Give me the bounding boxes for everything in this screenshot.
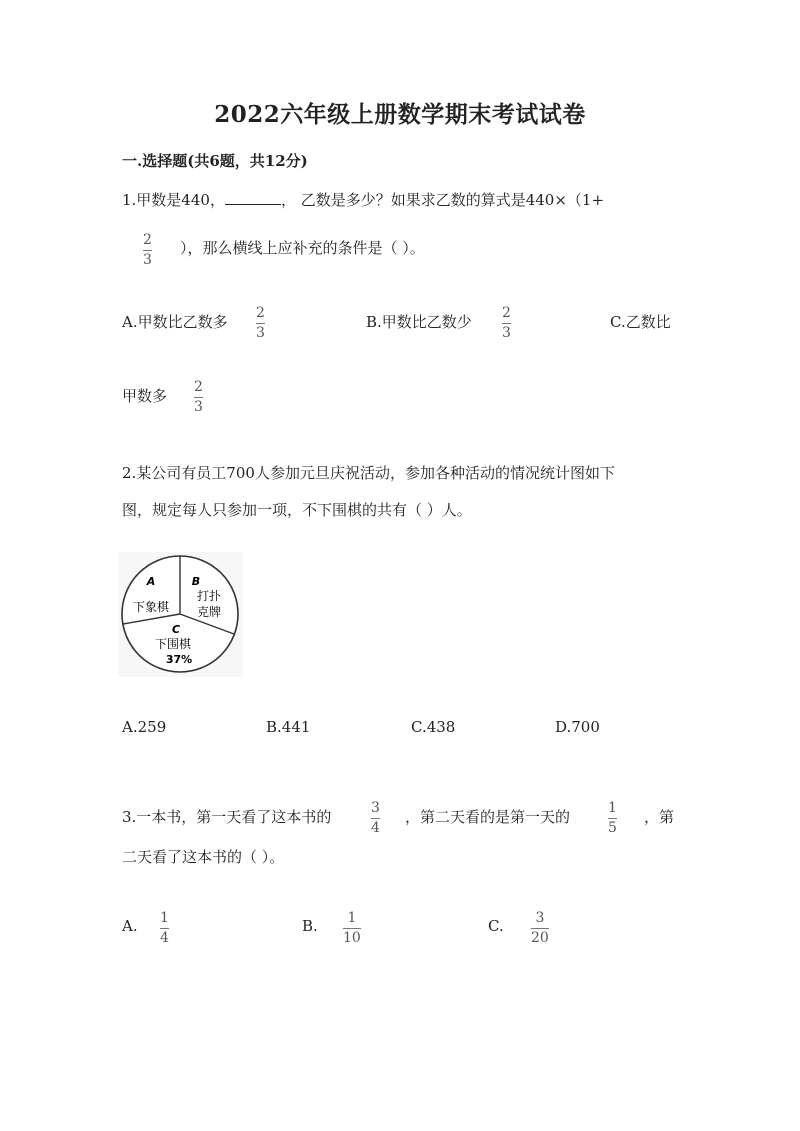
q1-text-b: ， 乙数是多少？如果求乙数的算式是440×（1+ [280, 191, 605, 209]
fraction-denominator: 3 [194, 399, 203, 415]
q1-text-a: 1.甲数是440， [122, 191, 225, 209]
q3-line-2: 二天看了这本书的（ ）。 [122, 848, 285, 866]
fraction-bar [143, 250, 152, 251]
fraction-numerator: 1 [608, 800, 617, 816]
q1-option-a[interactable]: A.甲数比乙数多 [122, 313, 228, 331]
q3-option-c-fraction [531, 911, 549, 946]
fraction-bar [256, 323, 265, 324]
q1-option-c[interactable]: C.乙数比 [610, 313, 671, 331]
q3-option-a-fraction [160, 911, 169, 946]
fraction-numerator: 2 [502, 305, 511, 321]
fraction-numerator: 1 [347, 910, 357, 926]
q3-option-c[interactable]: C. [488, 917, 504, 935]
q3-option-b[interactable]: B. [302, 917, 318, 935]
pie-label-c-text: 下围棋 [154, 637, 192, 651]
pie-label-c-percent: 37% [165, 653, 193, 666]
fraction-denominator: 4 [371, 820, 380, 836]
q3-option-a[interactable]: A. [122, 917, 138, 935]
q3-fraction-1 [371, 801, 380, 836]
fraction-numerator: 1 [160, 910, 169, 926]
fraction-denominator: 5 [608, 820, 617, 836]
pie-label-b-letter: B [191, 575, 201, 588]
q1-option-c-fraction [194, 380, 203, 415]
fraction-numerator: 3 [371, 800, 380, 816]
fraction-denominator: 10 [343, 930, 361, 946]
fraction-denominator: 4 [160, 930, 169, 946]
pie-label-b-text-1: 打扑 [196, 589, 222, 603]
pie-label-b-text-2: 克牌 [196, 605, 222, 619]
fraction-bar [531, 928, 549, 929]
q1-line-1 [122, 190, 604, 210]
page-title: 2022六年级上册数学期末考试试卷 [214, 101, 586, 128]
q1-fraction [143, 233, 152, 268]
fraction-numerator: 2 [194, 379, 203, 395]
section-heading: 一.选择题(共6题，共12分) [122, 152, 308, 170]
fraction-denominator: 20 [531, 930, 549, 946]
q1-option-b-fraction [502, 306, 511, 341]
q1-line-2: ），那么横线上应补充的条件是（ ）。 [180, 239, 425, 257]
fraction-bar [502, 323, 511, 324]
fraction-bar [194, 397, 203, 398]
fraction-bar [343, 928, 361, 929]
fraction-numerator: 2 [256, 305, 265, 321]
q2-line-2: 图，规定每人只参加一项，不下围棋的共有（ ）人。 [122, 501, 472, 519]
pie-label-a-letter: A [146, 575, 156, 588]
q3-line-1-a: 3.一本书，第一天看了这本书的 [122, 808, 332, 826]
q3-line-1-c: ，第 [644, 808, 675, 826]
q2-option-d[interactable]: D.700 [555, 718, 600, 736]
q2-option-a[interactable]: A.259 [122, 718, 167, 736]
q3-line-1-b: ，第二天看的是第一天的 [405, 808, 571, 826]
q1-blank [225, 190, 281, 205]
pie-label-c-letter: C [171, 623, 181, 636]
activity-pie-chart [118, 552, 243, 677]
fraction-bar [608, 818, 617, 819]
q3-fraction-2 [608, 801, 617, 836]
fraction-denominator: 3 [143, 252, 152, 268]
fraction-denominator: 3 [256, 325, 265, 341]
fraction-numerator: 3 [535, 910, 545, 926]
q1-option-b[interactable]: B.甲数比乙数少 [366, 313, 472, 331]
pie-label-a-text: 下象棋 [132, 600, 170, 614]
q3-option-b-fraction [343, 911, 361, 946]
q2-option-b[interactable]: B.441 [266, 718, 311, 736]
q1-option-c-continued: 甲数多 [122, 387, 168, 405]
fraction-bar [371, 818, 380, 819]
fraction-numerator: 2 [143, 232, 152, 248]
fraction-bar [160, 928, 169, 929]
q1-option-a-fraction [256, 306, 265, 341]
q2-line-1: 2.某公司有员工700人参加元旦庆祝活动，参加各种活动的情况统计图如下 [122, 464, 615, 482]
fraction-denominator: 3 [502, 325, 511, 341]
q2-option-c[interactable]: C.438 [411, 718, 456, 736]
